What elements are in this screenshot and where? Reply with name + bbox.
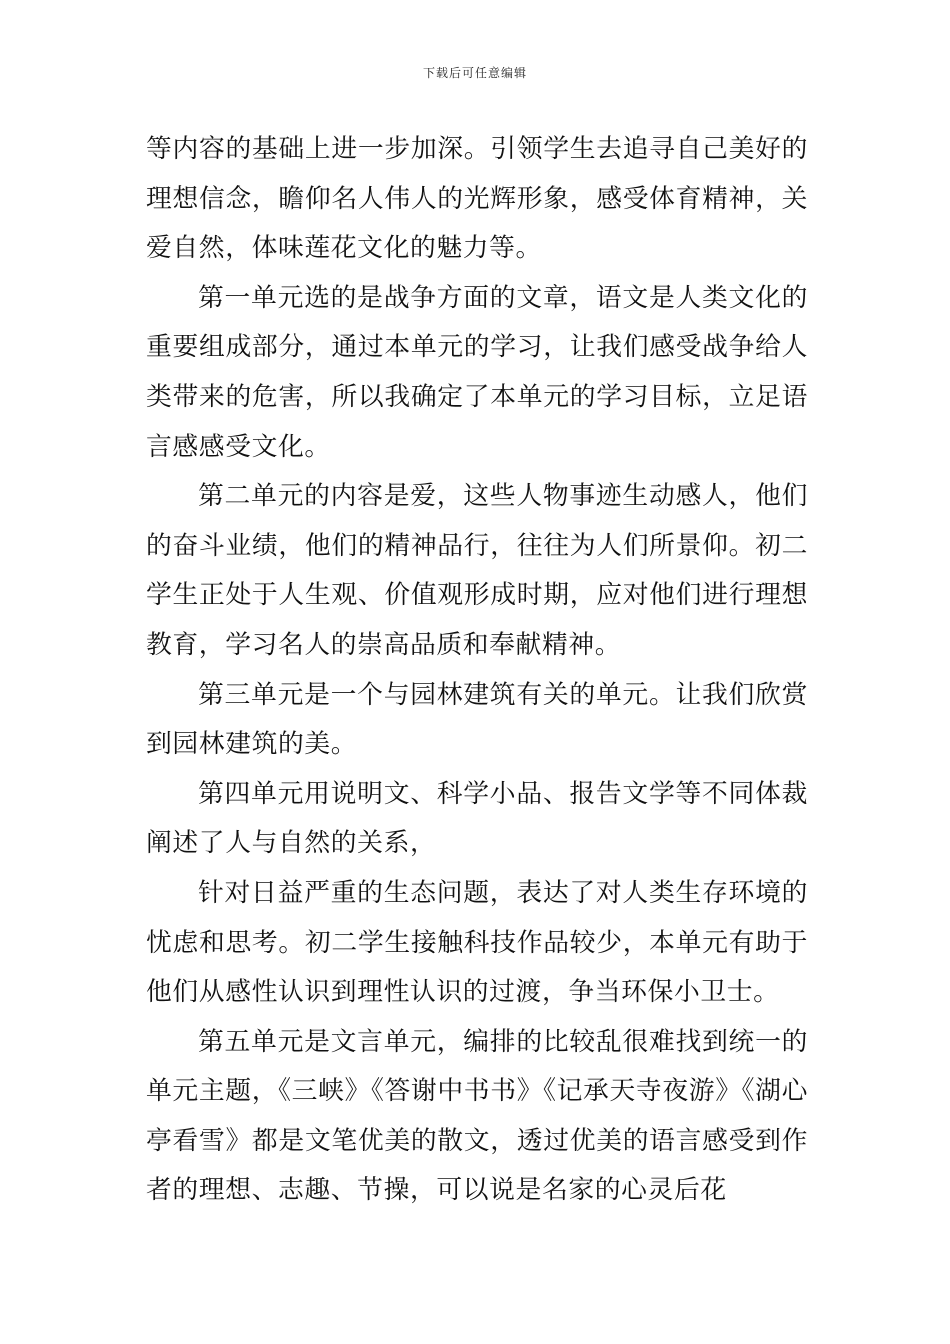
paragraph-unit-2: 第二单元的内容是爱，这些人物事迹生动感人，他们的奋斗业绩，他们的精神品行，往往为人们所景仰。初二学生正处于人生观、价值观形成时期，应对他们进行理想教育，学习名人的崇高品质和奉献精神。	[146, 481, 808, 660]
paragraph-continuation: 等内容的基础上进一步加深。引领学生去追寻自己美好的理想信念，瞻仰名人伟人的光辉形象，感受体育精神，关爱自然，体味莲花文化的魅力等。	[146, 134, 808, 264]
document-body	[146, 125, 808, 1216]
paragraph-unit-1: 第一单元选的是战争方面的文章，语文是人类文化的重要组成部分，通过本单元的学习，让我们感受战争给人类带来的危害，所以我确定了本单元的学习目标，立足语言感感受文化。	[146, 282, 808, 462]
paragraph-unit-4: 第四单元用说明文、科学小品、报告文学等不同体裁阐述了人与自然的关系，	[146, 778, 808, 859]
paragraph-unit-3: 第三单元是一个与园林建筑有关的单元。让我们欣赏到园林建筑的美。	[146, 679, 808, 760]
paragraph-unit-4-continued: 针对日益严重的生态问题，表达了对人类生存环境的忧虑和思考。初二学生接触科技作品较少，本单元有助于他们从感性认识到理性认识的过渡，争当环保小卫士。	[146, 877, 808, 1008]
page-header-note: 下载后可任意编辑	[422, 66, 527, 80]
paragraph-unit-5: 第五单元是文言单元，编排的比较乱很难找到统一的单元主题，《三峡》《答谢中书书》《记承天寺夜游》《湖心亭看雪》都是文笔优美的散文，透过优美的语言感受到作者的理想、志趣、节操，可以说是名家的心灵后花	[146, 1026, 808, 1206]
